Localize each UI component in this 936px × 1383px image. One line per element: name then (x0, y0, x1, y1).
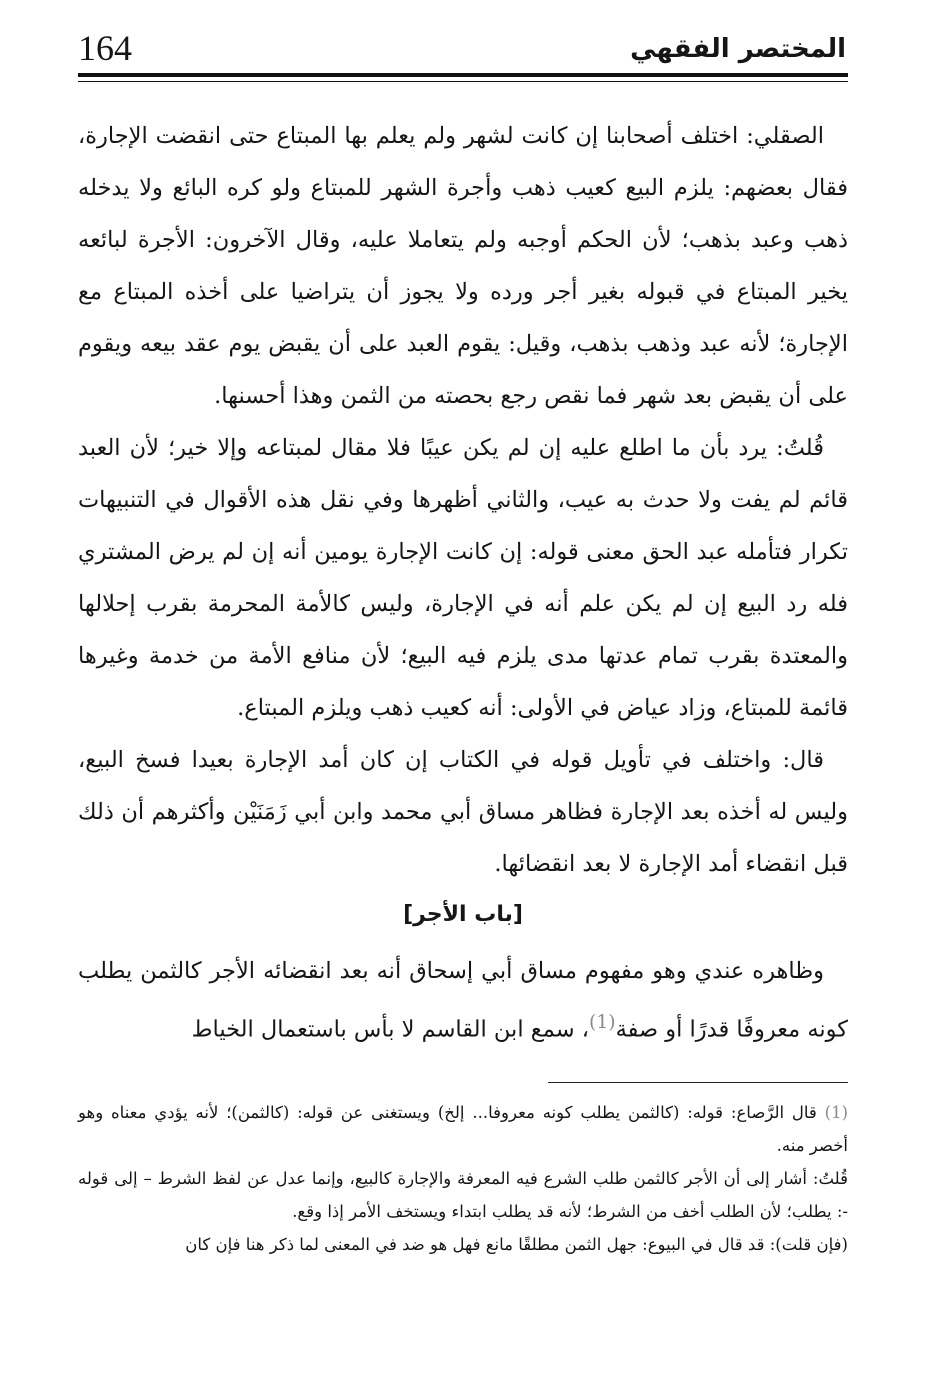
footnote-text: قال الرَّصاع: قوله: (كالثمن يطلب كونه معروفا... إلخ) ويستغنى عن قوله: (كالثمن)؛ لأنه يؤدي معناه وهو أخصر منه. (78, 1103, 848, 1155)
section-heading: [باب الأجر] (403, 902, 523, 927)
page-header (78, 28, 848, 72)
footnotes (78, 1096, 848, 1261)
footnote-marker: (1) (824, 1103, 848, 1122)
footnote: (فإن قلت): قد قال في البيوع: جهل الثمن مطلقًا مانع فهل هو ضد في المعنى لما ذكر هنا فإن كان (185, 1235, 848, 1254)
paragraph: قال: واختلف في تأويل قوله في الكتاب إن كان أمد الإجارة بعيدا فسخ البيع، وليس له أخذه بعد الإجارة فظاهر مساق أبي محمد وابن أبي زَمَنَيْن وأكثرهم أن ذلك قبل انقضاء أمد الإجارة لا بعد انقضائها. (78, 747, 848, 877)
footnote: قُلتُ: أشار إلى أن الأجر كالثمن طلب الشرع فيه المعرفة والإجارة كالبيع، وإنما عدل عن لفظ الشرط – إلى قوله -: يطلب؛ لأن الطلب أخف من الشرط؛ لأنه قد يطلب ابتداء ويستخف الأمر إذا وقع. (78, 1169, 848, 1221)
paragraph-text: وظاهره عندي وهو مفهوم مساق أبي إسحاق أنه بعد انقضائه الأجر كالثمن يطلب كونه معروفًا قدرًا أو صفة (78, 958, 848, 1043)
main-text (78, 110, 848, 890)
footnote-divider (548, 1082, 848, 1083)
paragraph: الصقلي: اختلف أصحابنا إن كانت لشهر ولم يعلم بها المبتاع حتى انقضت الإجارة، فقال بعضهم: يلزم البيع كعيب ذهب وأجرة الشهر للمبتاع ولو كره البائع ولا يدخله ذهب وعبد بذهب؛ لأن الحكم أوجبه ولم يتعاملا عليه، وقال الآخرون: الأجرة لبائعه يخير المبتاع في قبوله بغير أجر ورده ولا يجوز أن يتراضيا على أخذه المبتاع مع الإجارة؛ لأنه عبد وذهب بذهب، وقيل: يقوم العبد على أن يقبض يوم عقد بيعه ويقوم على أن يقبض بعد شهر فما نقص رجع بحصته من الثمن وهذا أحسنها. (78, 123, 848, 409)
book-title: المختصر الفقهي (630, 34, 846, 64)
paragraph-text: ، سمع ابن القاسم لا بأس باستعمال الخياط (191, 1016, 589, 1043)
section-text (78, 945, 848, 1056)
header-rule-thick (78, 73, 848, 77)
paragraph: قُلتُ: يرد بأن ما اطلع عليه إن لم يكن عيبًا فلا مقال لمبتاعه وإلا خير؛ لأن العبد قائم لم يفت ولا حدث به عيب، والثاني أظهرها وفي نقل هذه الأقوال في التنبيهات تكرار فتأمله عبد الحق معنى قوله: إن كانت الإجارة يومين أنه إن لم يرض المشتري فله رد البيع إن لم يكن علم أنه في الإجارة، وليس كالأمة المحرمة بقرب إحلالها والمعتدة بقرب تمام عدتها مدى يلزم فيه البيع؛ لأن منافع الأمة من خدمة وغيرها قائمة للمبتاع، وزاد عياض في الأولى: أنه كعيب ذهب ويلزم المبتاع. (78, 435, 848, 721)
footnote-reference[interactable]: (1) (588, 1012, 616, 1033)
header-rule-thin (78, 81, 848, 82)
page-number: 164 (78, 28, 132, 68)
footnote (78, 1096, 848, 1162)
paragraph (78, 945, 848, 1056)
